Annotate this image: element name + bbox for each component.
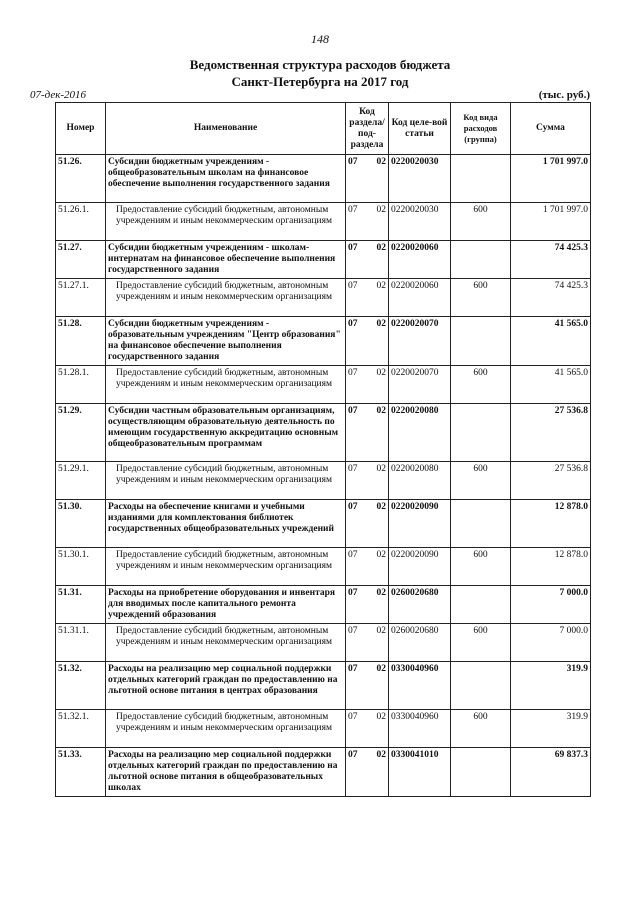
row-name-text: Субсидии частным образовательным организациям, осуществляющим образовательную деятельность по имеющим государственную аккредитацию основным общеобразовательным программам [108, 406, 339, 449]
row-section [346, 317, 389, 366]
row-name [106, 748, 346, 797]
row-name [106, 155, 346, 203]
row-name [106, 279, 346, 317]
row-expense-type: 600 [451, 366, 511, 404]
row-section-a: 07 [348, 406, 358, 416]
row-number: 51.30. [56, 500, 106, 548]
row-section-b: 02 [376, 243, 386, 253]
row-target: 0220020080 [389, 462, 451, 500]
row-name-text: Расходы на приобретение оборудования и инвентаря для вводимых после капитального ремонта учреждений образования [108, 588, 336, 620]
row-section [346, 155, 389, 203]
row-target: 0260020680 [389, 586, 451, 624]
row-section-a: 07 [348, 464, 358, 474]
row-section-b: 02 [376, 281, 386, 291]
row-name [106, 366, 346, 404]
row-expense-type: 600 [451, 710, 511, 748]
row-name [106, 241, 346, 279]
row-section-a: 07 [348, 281, 358, 291]
row-section-b: 02 [376, 368, 386, 378]
table-row [56, 203, 591, 241]
row-name-text: Расходы на обеспечение книгами и учебными изданиями для комплектования библиотек государственных общеобразовательных учреждений [108, 502, 335, 534]
row-number: 51.30.1. [56, 548, 106, 586]
row-section-b: 02 [376, 502, 386, 512]
row-number: 51.29.1. [56, 462, 106, 500]
row-name-text: Субсидии бюджетным учреждениям - общеобразовательным школам на финансовое обеспечение выполнения государственного задания [108, 157, 330, 189]
row-name [106, 624, 346, 662]
row-name-text: Предоставление субсидий бюджетным, автономным учреждениям и иным некоммерческим организациям [116, 626, 333, 647]
row-section-a: 07 [348, 664, 358, 674]
row-section-a: 07 [348, 157, 358, 167]
row-name [106, 548, 346, 586]
row-name-text: Расходы на реализацию мер социальной поддержки отдельных категорий граждан по предоставлению на льготной основе питания в центрах образования [108, 664, 338, 696]
row-number: 51.27. [56, 241, 106, 279]
row-name [106, 462, 346, 500]
table-row [56, 662, 591, 710]
row-amount: 41 565.0 [511, 317, 591, 366]
row-name-text: Предоставление субсидий бюджетным, автономным учреждениям и иным некоммерческим организациям [116, 205, 333, 226]
row-number: 51.31. [56, 586, 106, 624]
title-line-2: Санкт-Петербурга на 2017 год [231, 74, 409, 89]
row-section-b: 02 [376, 712, 386, 722]
row-expense-type: 600 [451, 624, 511, 662]
row-amount: 74 425.3 [511, 279, 591, 317]
row-name [106, 500, 346, 548]
header-name: Наименование [106, 103, 346, 155]
row-number: 51.28. [56, 317, 106, 366]
row-name [106, 662, 346, 710]
row-section-a: 07 [348, 712, 358, 722]
table-row [56, 155, 591, 203]
header-section: Код раздела/ под-раздела [346, 103, 389, 155]
row-expense-type: 600 [451, 203, 511, 241]
table-row [56, 317, 591, 366]
row-expense-type [451, 317, 511, 366]
row-expense-type [451, 748, 511, 797]
row-section [346, 203, 389, 241]
row-target: 0330040960 [389, 710, 451, 748]
document-date: 07-дек-2016 [30, 89, 87, 101]
table-row [56, 366, 591, 404]
row-section-a: 07 [348, 588, 358, 598]
row-number: 51.28.1. [56, 366, 106, 404]
row-name-text: Предоставление субсидий бюджетным, автономным учреждениям и иным некоммерческим организациям [116, 464, 333, 485]
row-amount: 319.9 [511, 662, 591, 710]
row-amount: 7 000.0 [511, 586, 591, 624]
row-number: 51.33. [56, 748, 106, 797]
row-target: 0220020060 [389, 241, 451, 279]
row-section [346, 404, 389, 462]
row-amount: 74 425.3 [511, 241, 591, 279]
row-section-b: 02 [376, 750, 386, 760]
row-section [346, 710, 389, 748]
row-section-b: 02 [376, 205, 386, 215]
row-target: 0220020070 [389, 366, 451, 404]
row-target: 0220020030 [389, 155, 451, 203]
row-section [346, 624, 389, 662]
table-row [56, 500, 591, 548]
budget-table [55, 102, 591, 797]
row-expense-type [451, 586, 511, 624]
row-amount: 12 878.0 [511, 548, 591, 586]
row-section [346, 586, 389, 624]
row-amount: 12 878.0 [511, 500, 591, 548]
row-section [346, 662, 389, 710]
title-line-1: Ведомственная структура расходов бюджета [189, 57, 451, 72]
row-section [346, 366, 389, 404]
row-name [106, 586, 346, 624]
row-name [106, 710, 346, 748]
row-name-text: Предоставление субсидий бюджетным, автономным учреждениям и иным некоммерческим организациям [116, 368, 333, 389]
row-number: 51.26.1. [56, 203, 106, 241]
table-row [56, 241, 591, 279]
document-title [0, 56, 640, 90]
row-number: 51.31.1. [56, 624, 106, 662]
row-name-text: Расходы на реализацию мер социальной поддержки отдельных категорий граждан по предоставлению на льготной основе питания в общеобразовательных школах [108, 750, 338, 793]
row-expense-type [451, 241, 511, 279]
row-section-b: 02 [376, 157, 386, 167]
table-row [56, 586, 591, 624]
table-row [56, 462, 591, 500]
row-expense-type: 600 [451, 548, 511, 586]
row-section-a: 07 [348, 550, 358, 560]
row-expense-type [451, 404, 511, 462]
row-section-a: 07 [348, 626, 358, 636]
table-header-row [56, 103, 591, 155]
row-name [106, 317, 346, 366]
row-number: 51.27.1. [56, 279, 106, 317]
row-section-b: 02 [376, 319, 386, 329]
row-amount: 7 000.0 [511, 624, 591, 662]
row-target: 0220020030 [389, 203, 451, 241]
row-expense-type [451, 155, 511, 203]
row-number: 51.32.1. [56, 710, 106, 748]
row-target: 0330041010 [389, 748, 451, 797]
row-amount: 27 536.8 [511, 404, 591, 462]
row-name [106, 203, 346, 241]
row-section [346, 462, 389, 500]
row-section-b: 02 [376, 664, 386, 674]
header-number: Номер [56, 103, 106, 155]
row-target: 0220020070 [389, 317, 451, 366]
row-expense-type: 600 [451, 279, 511, 317]
page-number: 148 [311, 32, 329, 46]
row-name-text: Субсидии бюджетным учреждениям - образовательным учреждениям "Центр образования" на финансовое обеспечение выполнения государственного задания [108, 319, 341, 362]
table-row [56, 748, 591, 797]
row-name [106, 404, 346, 462]
row-section-a: 07 [348, 319, 358, 329]
row-section-b: 02 [376, 464, 386, 474]
row-section-b: 02 [376, 406, 386, 416]
row-amount: 41 565.0 [511, 366, 591, 404]
row-amount: 1 701 997.0 [511, 203, 591, 241]
row-number: 51.32. [56, 662, 106, 710]
row-number: 51.29. [56, 404, 106, 462]
row-section [346, 500, 389, 548]
row-target: 0220020090 [389, 500, 451, 548]
row-name-text: Предоставление субсидий бюджетным, автономным учреждениям и иным некоммерческим организациям [116, 550, 333, 571]
row-target: 0220020060 [389, 279, 451, 317]
table-row [56, 404, 591, 462]
row-number: 51.26. [56, 155, 106, 203]
header-amount: Сумма [511, 103, 591, 155]
table-row [56, 279, 591, 317]
header-target: Код целе-вой статьи [389, 103, 451, 155]
table-row [56, 710, 591, 748]
row-amount: 27 536.8 [511, 462, 591, 500]
row-target: 0220020090 [389, 548, 451, 586]
row-section-a: 07 [348, 750, 358, 760]
row-expense-type: 600 [451, 462, 511, 500]
row-section-a: 07 [348, 502, 358, 512]
row-target: 0220020080 [389, 404, 451, 462]
row-section-a: 07 [348, 205, 358, 215]
row-amount: 1 701 997.0 [511, 155, 591, 203]
units-label: (тыс. руб.) [538, 89, 590, 101]
row-section-b: 02 [376, 588, 386, 598]
row-section [346, 279, 389, 317]
row-expense-type [451, 500, 511, 548]
row-expense-type [451, 662, 511, 710]
row-section-a: 07 [348, 368, 358, 378]
row-section-b: 02 [376, 550, 386, 560]
table-row [56, 548, 591, 586]
row-name-text: Предоставление субсидий бюджетным, автономным учреждениям и иным некоммерческим организациям [116, 281, 333, 302]
row-section [346, 241, 389, 279]
row-section-a: 07 [348, 243, 358, 253]
header-expense-type: Код вида расходов (группа) [451, 103, 511, 155]
row-amount: 69 837.3 [511, 748, 591, 797]
row-section [346, 748, 389, 797]
row-name-text: Предоставление субсидий бюджетным, автономным учреждениям и иным некоммерческим организациям [116, 712, 333, 733]
table-row [56, 624, 591, 662]
row-section [346, 548, 389, 586]
table-body [56, 155, 591, 797]
row-amount: 319.9 [511, 710, 591, 748]
row-target: 0260020680 [389, 624, 451, 662]
row-name-text: Субсидии бюджетным учреждениям - школам-интернатам на финансовое обеспечение выполнения государственного задания [108, 243, 336, 275]
row-target: 0330040960 [389, 662, 451, 710]
row-section-b: 02 [376, 626, 386, 636]
